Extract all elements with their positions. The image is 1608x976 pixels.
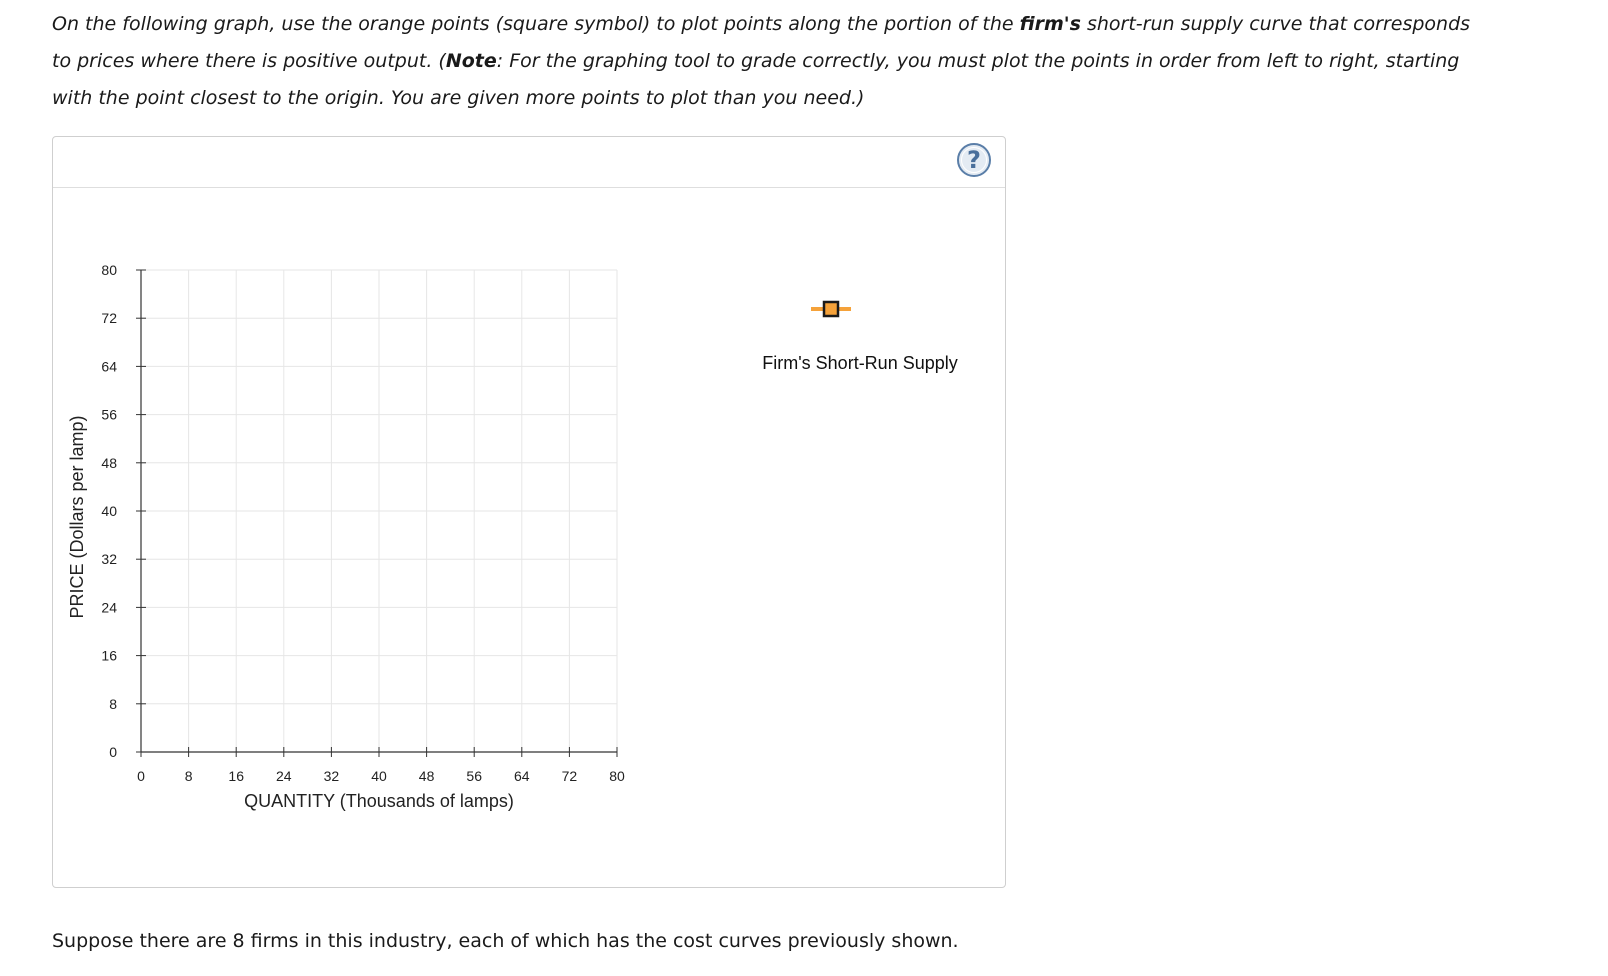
y-tick-label-16: 16 xyxy=(101,647,117,664)
orange-square-point-icon[interactable] xyxy=(809,297,853,321)
x-tick-label-40: 40 xyxy=(371,768,387,784)
x-tick-label-72: 72 xyxy=(561,768,578,784)
x-tick-label-0: 0 xyxy=(137,768,145,784)
x-axis-label: QUANTITY (Thousands of lamps) xyxy=(244,791,514,811)
graph-panel xyxy=(52,136,1006,888)
footer-text: Suppose there are 8 firms in this industry, each of which has the cost curves previously shown. xyxy=(52,930,959,952)
y-tick-label-32: 32 xyxy=(101,551,117,568)
y-tick-label-40: 40 xyxy=(101,503,117,519)
x-tick-label-80: 80 xyxy=(609,768,625,784)
x-tick-label-8: 8 xyxy=(184,768,193,784)
y-tick-label-72: 72 xyxy=(101,310,117,327)
instructions-text: On the following graph, use the orange points (square symbol) to plot points along the portion of the firm's short-run supply curve that corresponds to prices where there is positive output. (Note: For the graphing tool to grade correctly, you must plot the points in order from left to right, starting with the point closest to the origin. You are given more points to plot than you need.) xyxy=(52,13,1471,109)
x-tick-label-16: 16 xyxy=(228,768,244,784)
legend-label: Firm's Short-Run Supply xyxy=(762,353,958,373)
y-tick-label-64: 64 xyxy=(101,358,117,375)
y-tick-label-0: 0 xyxy=(109,744,117,760)
graph-ticks xyxy=(101,262,625,784)
help-icon: ? xyxy=(967,146,981,174)
y-tick-label-8: 8 xyxy=(109,695,117,712)
x-tick-label-48: 48 xyxy=(418,768,435,784)
y-tick-label-56: 56 xyxy=(101,406,117,423)
graph-grid xyxy=(141,270,617,752)
y-tick-label-24: 24 xyxy=(101,599,117,616)
x-tick-label-32: 32 xyxy=(323,768,340,784)
x-tick-label-64: 64 xyxy=(514,768,530,784)
y-axis-label: PRICE (Dollars per lamp) xyxy=(67,415,87,619)
x-tick-label-24: 24 xyxy=(276,768,292,784)
x-tick-label-56: 56 xyxy=(466,768,482,784)
supply-graph[interactable] xyxy=(53,137,1007,889)
y-tick-label-48: 48 xyxy=(101,454,117,471)
y-tick-label-80: 80 xyxy=(101,262,117,278)
